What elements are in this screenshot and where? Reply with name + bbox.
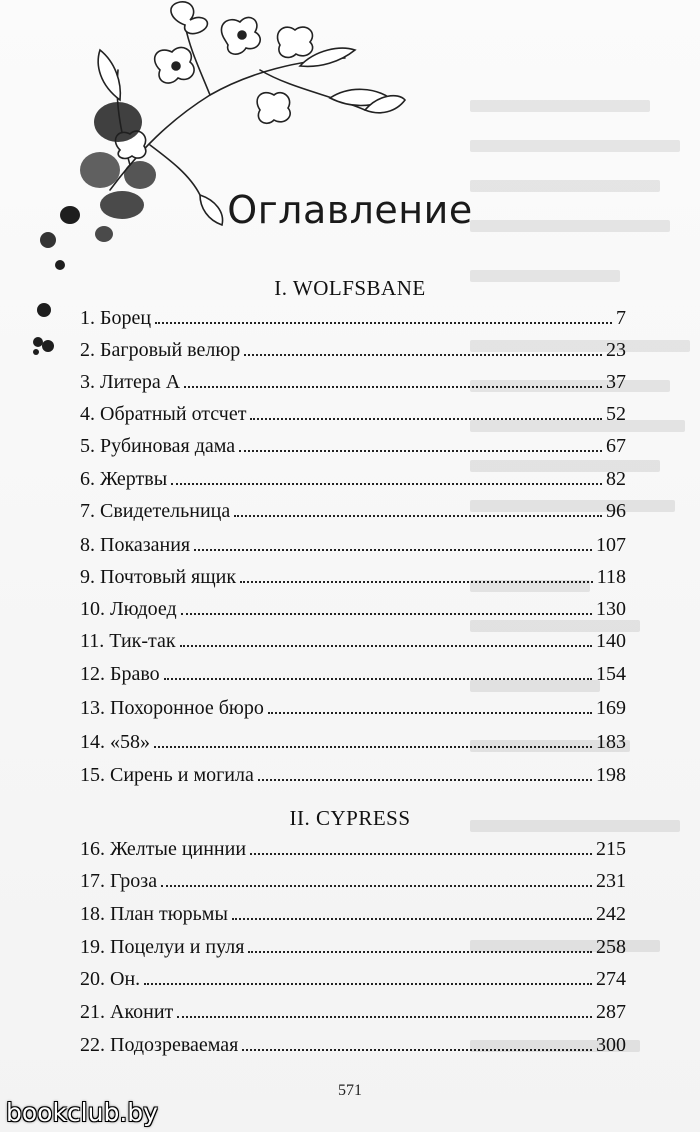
site-watermark: bookclub.by [6,1098,158,1127]
chapter-page: 287 [596,1001,626,1023]
dot-leader [239,449,602,452]
part-heading-1: I. WOLFSBANE [274,276,426,300]
chapter-page: 242 [596,903,626,925]
dot-leader [154,745,592,748]
toc-row [80,467,626,491]
chapter-page: 130 [596,598,626,620]
dot-leader [244,353,602,356]
dot-leader [268,711,592,714]
page-title: Оглавление [227,188,473,232]
chapter-page: 215 [596,838,626,860]
chapter-page: 274 [596,968,626,990]
toc-row [80,338,626,362]
dot-leader [250,852,592,855]
chapter-page: 107 [596,534,626,556]
dot-leader [181,612,592,615]
chapter-title: 18. План тюрьмы [80,903,228,925]
chapter-page: 169 [596,697,626,719]
chapter-title: 20. Он. [80,968,141,990]
toc-row [80,533,626,557]
chapter-title: 10. Людоед [80,598,177,620]
chapter-title: 22. Подозреваемая [80,1034,239,1056]
chapter-title: 16. Желтые циннии [80,838,247,860]
toc-row [80,869,626,893]
chapter-title: 5. Рубиновая дама [80,435,236,457]
chapter-page: 154 [596,663,626,685]
toc-row [80,935,626,959]
dot-leader [184,385,602,388]
dot-leader [177,1015,592,1018]
toc-row [80,696,626,720]
toc-row [80,402,626,426]
toc-row [80,1000,626,1024]
chapter-page: 198 [596,764,626,786]
dot-leader [155,321,612,324]
chapter-title: 7. Свидетельница [80,500,231,522]
dot-leader [194,548,592,551]
chapter-title: 11. Тик-так [80,630,176,652]
toc-row [80,763,626,787]
part-heading-2: II. CYPRESS [289,806,411,830]
chapter-title: 1. Борец [80,307,152,329]
toc-row [80,565,626,589]
toc-row [80,597,626,621]
chapter-page: 140 [596,630,626,652]
chapter-page: 23 [606,339,626,361]
toc-row [80,730,626,754]
dot-leader [258,778,592,781]
dot-leader [250,417,602,420]
chapter-title: 17. Гроза [80,870,158,892]
dot-leader [240,580,593,583]
chapter-title: 21. Аконит [80,1001,174,1023]
chapter-page: 37 [606,371,626,393]
dot-leader [161,884,592,887]
toc-row [80,1033,626,1057]
chapter-page: 52 [606,403,626,425]
dot-leader [180,644,592,647]
toc-row [80,370,626,394]
chapter-title: 3. Литера А [80,371,181,393]
chapter-page: 183 [596,731,626,753]
toc-row [80,902,626,926]
chapter-title: 8. Показания [80,534,191,556]
chapter-page: 118 [596,566,626,588]
dot-leader [234,514,602,517]
chapter-title: 19. Поцелуи и пуля [80,936,245,958]
toc-row [80,306,626,330]
dot-leader [171,482,602,485]
toc-row [80,629,626,653]
chapter-page: 82 [606,468,626,490]
chapter-title: 15. Сирень и могила [80,764,254,786]
chapter-page: 231 [596,870,626,892]
toc-row [80,837,626,861]
toc-row [80,967,626,991]
chapter-title: 13. Похоронное бюро [80,697,264,719]
dot-leader [242,1048,592,1051]
dot-leader [144,982,592,985]
chapter-title: 6. Жертвы [80,468,168,490]
dot-leader [164,677,592,680]
chapter-title: 4. Обратный отсчет [80,403,247,425]
chapter-title: 9. Почтовый ящик [80,566,237,588]
chapter-title: 2. Багровый велюр [80,339,241,361]
chapter-page: 67 [606,435,626,457]
chapter-page: 96 [606,500,626,522]
chapter-title: 12. Браво [80,663,160,685]
toc-row [80,499,626,523]
chapter-page: 300 [596,1034,626,1056]
page-number: 571 [338,1082,362,1099]
chapter-page: 7 [616,307,626,329]
toc-row [80,434,626,458]
chapter-page: 258 [596,936,626,958]
toc-row [80,662,626,686]
dot-leader [248,950,592,953]
chapter-title: 14. «58» [80,731,150,753]
dot-leader [232,917,592,920]
